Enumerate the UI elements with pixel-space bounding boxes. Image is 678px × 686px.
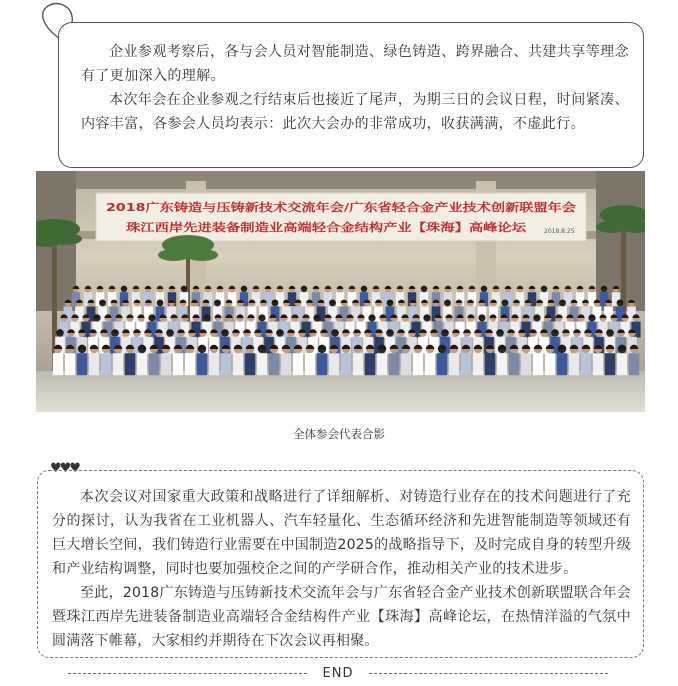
person-body [209,353,219,375]
person-body [113,353,123,375]
person-body [533,353,543,375]
person-body [509,353,519,375]
person-body [449,353,459,375]
person-body [245,353,255,375]
person-body [293,353,303,375]
end-label: END [322,665,354,681]
group-photo [36,171,645,412]
person-body [341,353,351,375]
person-body [185,353,195,375]
person-body [161,353,171,375]
person-body [593,353,603,375]
person-body [53,353,63,375]
person-body [197,353,207,375]
person-body [629,353,639,375]
banner-line-2: 珠江西岸先进装备制造业高端轻合金结构产业【珠海】高峰论坛 [126,221,434,234]
person-body [485,353,495,375]
person-body [329,353,339,375]
person-body [581,353,591,375]
person-body [365,353,375,375]
photo-caption: 全体参会代表合影 [293,427,385,441]
person-body [89,353,99,375]
person-body [521,353,531,375]
paragraph-2: 本次年会在企业参观之行结束后也接近了尾声，为期三日的会议日程，时间紧凑、内容丰富，各参会人员均表示：此次大会办的非常成功，收获满满，不虚此行。 [81,92,629,132]
person-body [473,353,483,375]
person-body [401,353,411,375]
intro-text-box [58,22,644,168]
person-body [173,353,183,375]
person-body [377,353,387,375]
person-body [557,353,567,375]
end-line-left [68,673,307,674]
person-body [257,353,267,375]
person-body [413,353,423,375]
person-body [437,353,447,375]
person-body [425,353,435,375]
person-body [353,353,363,375]
person-body [317,353,327,375]
person-body [77,353,87,375]
banner-line-1: 2018广东铸造与压铸新技术交流年会/广东省轻合金产业技术创新联盟年会 [106,201,471,214]
person-body [569,353,579,375]
person-body [149,353,159,375]
person-body [545,353,555,375]
end-divider [68,664,608,682]
person-body [65,353,75,375]
person-body [269,353,279,375]
paragraph-4: 至此，2018广东铸造与压铸新技术交流年会与广东省轻合金产业技术创新联盟联合年会暨珠江西岸先进装备制造业高端轻合金结构件产业【珠海】高峰论坛，在热情洋溢的气氛中圆满落下帷幕，大家相约并期待在下次会议再相聚。 [52,585,631,649]
paragraph-1: 企业参观考察后，各与会人员对智能制造、绿色铸造、跨界融合、共建共享等理念有了更加深入的理解。 [81,44,629,84]
banner-date: 2018.8.25 [544,228,575,235]
paragraph-3: 本次会议对国家重大政策和战略进行了详细解析、对铸造行业存在的技术问题进行了充分的探讨，认为我省在工业机器人、汽车轻量化、生态循环经济和先进智能制造等领域还有巨大增长空间，我们铸造行业需要在中国制造2025的战略指导下，及时完成自身的转型升级和产业结构调整，同时也要加强校企之间的产学研合作，推动相关产业的技术进步。 [52,489,631,577]
person-body [137,353,147,375]
person-body [281,353,291,375]
person-body [101,353,111,375]
person-body [233,353,243,375]
summary-text-box [37,470,644,658]
person-body [305,353,315,375]
hearts-icon: ♥♥♥ [46,461,83,477]
person-body [389,353,399,375]
person-body [605,353,615,375]
person-body [497,353,507,375]
person-body [617,353,627,375]
person-body [125,353,135,375]
person-body [221,353,231,375]
person-body [461,353,471,375]
end-line-right [369,673,608,674]
